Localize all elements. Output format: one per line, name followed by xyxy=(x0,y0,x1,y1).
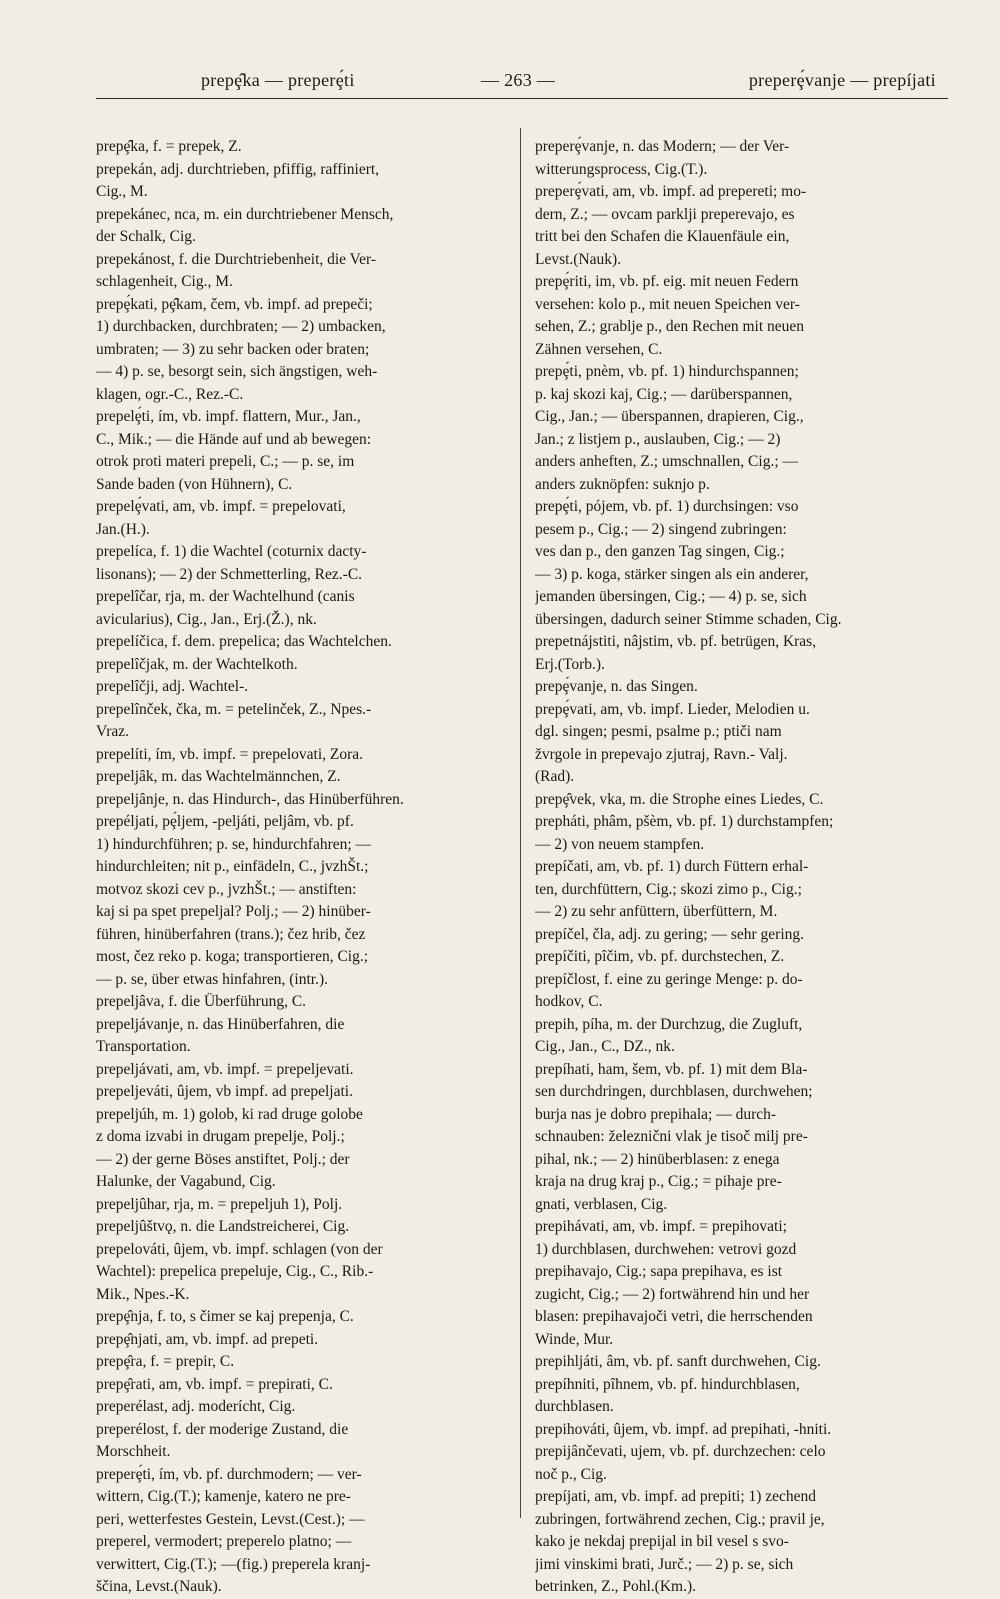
text-line: prepeljávati, am, vb. impf. = prepeljevati. xyxy=(96,1060,354,1078)
text-line: ten, durchfüttern, Cig.; skozi zimo p., Cig.; xyxy=(535,880,802,898)
text-line: Levst.(Nauk). xyxy=(535,250,622,268)
header-right-catchword: preperȩ́vanje — prepíjati xyxy=(748,70,936,90)
text-line: kaj si pa spet prepeljal? Polj.; — 2) hinüber- xyxy=(96,903,371,920)
text-line: prepelȩ́vati, am, vb. impf. = prepelovati, xyxy=(96,498,346,515)
text-line: gnati, verblasen, Cig. xyxy=(535,1195,668,1213)
text-line: schlagenheit, Cig., M. xyxy=(96,273,233,290)
left-column xyxy=(96,136,503,1599)
text-line: zugicht, Cig.; — 2) fortwährend hin und her xyxy=(535,1285,810,1303)
text-line: betrinken, Z., Pohl.(Km.). xyxy=(535,1578,697,1595)
text-line: prepekánost, f. die Durchtriebenheit, die Ver- xyxy=(96,250,377,268)
text-line: dern, Z.; — ovcam parklji preperevajo, es xyxy=(535,205,795,223)
text-line: z doma izvabi in drugam prepelje, Polj.; xyxy=(96,1128,345,1145)
text-line: (Rad). xyxy=(535,768,575,785)
page-number: — 263 — xyxy=(481,70,556,90)
text-line: pihal, nk.; — 2) hinüberblasen: z enega xyxy=(535,1150,780,1168)
text-line: prepeljâva, f. die Überführung, C. xyxy=(96,993,307,1010)
text-line: prepeljeváti, ûjem, vb impf. ad prepeljati. xyxy=(96,1083,353,1100)
text-line: noč p., Cig. xyxy=(535,1465,607,1483)
text-line: prepetnájstiti, nâjstim, vb. pf. betrügen, Kras, xyxy=(535,633,817,650)
text-line: prepȩ́vanje, n. das Singen. xyxy=(535,678,698,695)
text-line: prepijânčevati, ujem, vb. pf. durchzechen: celo xyxy=(535,1443,826,1460)
text-line: 1) durchblasen, durchwehen: vetrovi gozd xyxy=(535,1240,797,1258)
text-line: prepȩ̂rati, am, vb. impf. = prepirati, C. xyxy=(96,1375,333,1393)
text-line: kraja na drug kraj p., Cig.; = pihaje pre- xyxy=(535,1173,782,1190)
text-line: prepȩ́ti, pnèm, vb. pf. 1) hindurchspannen; xyxy=(535,363,799,380)
text-line: zubringen, fortwährend zechen, Cig.; pravil je, xyxy=(535,1510,825,1528)
text-line: blasen: prepihavajoči vetri, die herrschenden xyxy=(535,1308,813,1325)
text-line: preperélost, f. der moderige Zustand, die xyxy=(96,1420,349,1438)
text-line: Halunke, der Vagabund, Cig. xyxy=(96,1173,276,1190)
text-line: hindurchleiten; nit p., einfädeln, C., jvzhŠt.; xyxy=(96,858,369,875)
text-line: — p. se, über etwas hinfahren, (intr.). xyxy=(96,970,329,988)
text-line: tritt bei den Schafen die Klauenfäule ein, xyxy=(535,228,790,245)
text-line: prepȩ́riti, im, vb. pf. eig. mit neuen Federn xyxy=(535,273,799,290)
text-line: prepelîčjak, m. der Wachtelkoth. xyxy=(96,655,298,673)
text-line: Zähnen versehen, C. xyxy=(535,340,663,358)
text-line: prepíhati, ham, šem, vb. pf. 1) mit dem Bla- xyxy=(535,1060,808,1078)
text-line: prepihljáti, âm, vb. pf. sanft durchwehen, Cig. xyxy=(535,1353,821,1370)
text-line: der Schalk, Cig. xyxy=(96,228,196,245)
text-line: lisonans); — 2) der Schmetterling, Rez.-C. xyxy=(96,565,363,583)
text-line: prepíčiti, pîčim, vb. pf. durchstechen, Z. xyxy=(535,948,785,965)
header-left-catchword: prepȩ̂ka — preperȩ́ti xyxy=(201,70,355,90)
text-line: prepeljûštvǫ, n. die Landstreicherei, Cig. xyxy=(96,1218,350,1235)
text-line: peri, wetterfestes Gestein, Levst.(Cest.); — xyxy=(96,1510,365,1528)
text-line: most, čez reko p. koga; transportieren, Cig.; xyxy=(96,948,369,965)
text-line: — 2) der gerne Böses anstiftet, Polj.; der xyxy=(96,1150,350,1168)
text-line: preperel, vermodert; preperelo platno; — xyxy=(96,1533,352,1550)
text-line: versehen: kolo p., mit neuen Speichen ver- xyxy=(535,295,800,313)
text-line: prepȩ̂vek, vka, m. die Strophe eines Liedes, C. xyxy=(535,790,824,808)
text-line: avicularius), Cig., Jan., Erj.(Ž.), nk. xyxy=(96,610,317,628)
text-line: prepȩ́ti, pójem, vb. pf. 1) durchsingen: vso xyxy=(535,498,799,515)
text-line: preperȩ́vanje, n. das Modern; — der Ver- xyxy=(535,138,790,155)
text-line: prepháti, phâm, pšèm, vb. pf. 1) durchstampfen; xyxy=(535,813,834,830)
text-line: prepȩ̂ra, f. = prepir, C. xyxy=(96,1353,235,1370)
text-line: anders zuknöpfen: suknjo p. xyxy=(535,475,710,493)
text-line: prepihávati, am, vb. impf. = prepihovati; xyxy=(535,1218,787,1235)
text-line: pesem p., Cig.; — 2) singend zubringen: xyxy=(535,520,787,538)
text-line: preperélast, adj. moderícht, Cig. xyxy=(96,1398,296,1415)
text-line: ščina, Levst.(Nauk). xyxy=(96,1578,222,1595)
text-line: prepelînček, čka, m. = petelinček, Z., Npes.- xyxy=(96,700,372,718)
text-line: prepelíti, ím, vb. impf. = prepelovati, Zora. xyxy=(96,745,364,763)
text-line: prepeljávanje, n. das Hinüberfahren, die xyxy=(96,1015,345,1033)
text-line: 1) durchbacken, durchbraten; — 2) umbacken, xyxy=(96,318,386,335)
text-line: otrok proti materi prepeli, C.; — p. se, im xyxy=(96,453,355,470)
text-line: prepȩ̂njati, am, vb. impf. ad prepeti. xyxy=(96,1330,319,1348)
text-line: — 2) von neuem stampfen. xyxy=(535,835,705,853)
text-line: prepihavajo, Cig.; sapa prepihava, es ist xyxy=(535,1263,783,1280)
text-line: prepelȩ́ti, ím, vb. impf. flattern, Mur., Jan., xyxy=(96,408,361,425)
text-line: — 4) p. se, besorgt sein, sich ängstigen, weh- xyxy=(96,363,378,380)
text-line: prepeljûhar, rja, m. = prepeljuh 1), Polj. xyxy=(96,1195,343,1213)
text-line: Mik., Npes.-K. xyxy=(96,1285,190,1303)
text-line: schnauben: železnični vlak je tisoč milj pre- xyxy=(535,1128,808,1145)
text-line: prepihováti, ûjem, vb. impf. ad prepihati, -hniti. xyxy=(535,1420,832,1438)
text-line: prepeljȃnje, n. das Hindurch-, das Hinüberführen. xyxy=(96,790,404,808)
text-line: Erj.(Torb.). xyxy=(535,655,605,673)
text-line: — 3) p. koga, stärker singen als ein anderer, xyxy=(535,565,809,583)
text-line: prepekán, adj. durchtrieben, pfiffig, raffiniert, xyxy=(96,160,380,178)
text-line: Sande baden (von Hühnern), C. xyxy=(96,475,293,493)
text-line: prepȩ̂nja, f. to, s čimer se kaj prepenja, C. xyxy=(96,1308,354,1325)
text-line: prepíjati, am, vb. impf. ad prepiti; 1) zechend xyxy=(535,1488,817,1505)
text-line: prepelîčar, rja, m. der Wachtelhund (canis xyxy=(96,588,355,605)
text-line: prepelíca, f. 1) die Wachtel (coturnix dacty- xyxy=(96,543,367,560)
text-line: prepéljati, pȩ́ljem, -peljáti, peljâm, vb. pf. xyxy=(96,813,354,830)
text-line: Jan.; z listjem p., auslauben, Cig.; — 2) xyxy=(535,430,781,448)
column-divider xyxy=(520,128,521,1518)
text-line: Morschheit. xyxy=(96,1443,171,1460)
text-line: Cig., Jan., C., DZ., nk. xyxy=(535,1038,675,1055)
text-line: kako je nekdaj prepijal in bil vesel s svo- xyxy=(535,1533,789,1550)
text-line: motvoz skozi cev p., jvzhŠt.; — anstiften: xyxy=(96,880,357,898)
text-line: prepelováti, ûjem, vb. impf. schlagen (von der xyxy=(96,1240,383,1258)
text-line: prepelíčica, f. dem. prepelica; das Wachtelchen. xyxy=(96,633,392,650)
text-line: prepelîčji, adj. Wachtel-. xyxy=(96,678,249,695)
text-line: jemanden übersingen, Cig.; — 4) p. se, sich xyxy=(535,588,807,605)
text-line: Cig., M. xyxy=(96,183,148,200)
text-line: Winde, Mur. xyxy=(535,1330,614,1348)
text-line: anders anheften, Z.; umschnallen, Cig.; — xyxy=(535,453,799,470)
text-line: wittern, Cig.(T.); kamenje, katero ne pre- xyxy=(96,1488,351,1505)
text-line: prepíhniti, pîhnem, vb. pf. hindurchblasen, xyxy=(535,1375,800,1393)
text-line: prepíčlost, f. eine zu geringe Menge: p. do- xyxy=(535,970,803,988)
text-line: ves dan p., den ganzen Tag singen, Cig.; xyxy=(535,543,785,560)
text-line: burja nas je dobro prepihala; — durch- xyxy=(535,1105,777,1123)
text-line: prepeljúh, m. 1) golob, ki rad druge golobe xyxy=(96,1105,363,1123)
text-line: prepeljȃk, m. das Wachtelmännchen, Z. xyxy=(96,768,341,785)
text-line: prepih, píha, m. der Durchzug, die Zugluft, xyxy=(535,1015,803,1033)
text-line: verwittert, Cig.(T.); —(fig.) preperela kranj- xyxy=(96,1555,371,1573)
text-line: Vraz. xyxy=(96,723,130,740)
text-line: — 2) zu sehr anfüttern, überfüttern, M. xyxy=(535,903,778,920)
text-line: sehen, Z.; grablje p., den Rechen mit neuen xyxy=(535,318,805,335)
text-line: Wachtel): prepelica prepeluje, Cig., C., Rib.- xyxy=(96,1263,374,1280)
text-line: übersingen, dadurch seiner Stimme schaden, Cig. xyxy=(535,610,842,628)
text-line: žvrgole in prepevajo zjutraj, Ravn.- Valj. xyxy=(535,745,788,763)
text-line: umbraten; — 3) zu sehr backen oder braten; xyxy=(96,340,370,358)
text-line: prepíčel, čla, adj. zu gering; — sehr gering. xyxy=(535,925,804,943)
text-line: p. kaj skozi kaj, Cig.; — darüberspannen, xyxy=(535,385,793,403)
text-line: Jan.(H.). xyxy=(96,520,150,538)
text-line: 1) hindurchführen; p. se, hindurchfahren; — xyxy=(96,835,372,853)
text-line: preperȩ́ti, ím, vb. pf. durchmodern; — ver- xyxy=(96,1465,362,1483)
text-line: dgl. singen; pesmi, psalme p.; ptiči nam xyxy=(535,723,782,740)
text-line: Transportation. xyxy=(96,1038,191,1055)
running-head xyxy=(96,64,936,96)
text-line: klagen, ogr.-C., Rez.-C. xyxy=(96,385,244,403)
text-line: führen, hinüberfahren (trans.); čez hrib, čez xyxy=(96,925,366,943)
text-line: C., Mik.; — die Hände auf und ab bewegen: xyxy=(96,430,372,448)
text-line: sen durchdringen, durchblasen, durchwehen; xyxy=(535,1083,813,1100)
text-line: hodkov, C. xyxy=(535,993,603,1010)
text-line: prepȩ́vati, am, vb. impf. Lieder, Melodien u. xyxy=(535,700,810,718)
text-line: jimi vinskimi brati, Jurč.; — 2) p. se, sich xyxy=(535,1555,794,1573)
text-line: prepȩ̂ka, f. = prepek, Z. xyxy=(96,138,242,155)
right-column xyxy=(535,136,942,1599)
text-line: prepȩ́kati, pȩ̂kam, čem, vb. impf. ad prepeči; xyxy=(96,295,373,313)
text-line: prepíčati, am, vb. pf. 1) durch Füttern erhal- xyxy=(535,858,809,875)
text-line: prepekánec, nca, m. ein durchtriebener Mensch, xyxy=(96,205,394,223)
header-rule xyxy=(96,98,948,99)
text-line: durchblasen. xyxy=(535,1398,614,1415)
text-line: Cig., Jan.; — überspannen, drapieren, Cig., xyxy=(535,408,804,425)
text-line: witterungsprocess, Cig.(T.). xyxy=(535,160,708,178)
text-line: preperȩ́vati, am, vb. impf. ad prepereti; mo- xyxy=(535,183,807,200)
